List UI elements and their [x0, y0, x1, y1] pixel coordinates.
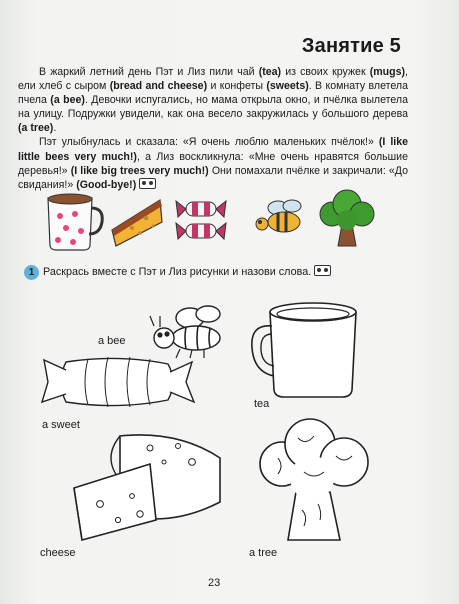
label-bee: a bee	[98, 335, 126, 347]
story-text-run: . Девочки испугались, но мама открыла окно, и пчёлка вылетела на улицу. Подружки увидели, как она весело закружилась у большого дерева	[18, 94, 408, 121]
story-text-run: , а Лиз воскликнула: «Мне очень нравятся большие деревья!»	[18, 150, 408, 177]
bee-icon	[256, 200, 301, 232]
exercise-1	[24, 265, 331, 280]
exercise-instruction: Раскрась вместе с Пэт и Лиз рисунки и назови слова.	[43, 266, 312, 278]
cheese-outline[interactable]	[60, 428, 230, 546]
story-text-run: Пэт улыбнулась и сказала: «Я очень люблю маленьких пчёлок!»	[39, 136, 379, 149]
label-sweet: a sweet	[42, 419, 80, 431]
story-text-run: .	[53, 122, 57, 135]
english-word: (tea)	[258, 66, 282, 78]
english-phrase: (Good-bye!)	[76, 178, 137, 191]
english-word: (sweets)	[266, 80, 309, 93]
english-phrase: (I like little bees very much!)	[18, 136, 408, 163]
english-word: (a bee)	[50, 94, 85, 107]
lesson-title: Занятие 5	[301, 35, 401, 57]
mug-outline[interactable]	[248, 298, 378, 400]
story-text-run: и конфеты	[207, 80, 267, 93]
mug-icon	[48, 194, 102, 250]
cheese-icon	[112, 200, 162, 246]
story-text-run: , ели хлеб с сыром	[18, 66, 408, 93]
exercise-number: 1	[24, 265, 39, 280]
story-text-run: В жаркий летний день Пэт и Лиз пили чай	[39, 66, 259, 78]
english-word: (bread and cheese)	[109, 80, 208, 93]
picture-strip	[40, 186, 380, 252]
bee-outline[interactable]	[140, 300, 230, 360]
english-phrase: (I like big trees very much!)	[70, 164, 209, 177]
story-paragraph-1	[18, 65, 408, 135]
story-text	[18, 65, 408, 192]
tree-outline[interactable]	[248, 416, 380, 546]
story-text-run: из своих кружек	[281, 66, 370, 78]
sweet-outline[interactable]	[38, 352, 198, 412]
story-paragraph-2	[18, 135, 408, 191]
page-number: 23	[208, 577, 221, 589]
story-text-run: . В комнату влетела пчела	[18, 80, 408, 107]
english-word: (mugs)	[369, 66, 406, 78]
label-tree: a tree	[249, 547, 278, 559]
label-tea: tea	[254, 398, 270, 410]
tree-icon	[320, 190, 374, 246]
english-word: (a tree)	[18, 122, 54, 135]
story-text-run: Они помахали пчёлке и закричали: «До свидания!»	[18, 164, 408, 191]
audio-icon[interactable]	[314, 265, 331, 276]
label-cheese: cheese	[40, 547, 76, 559]
sweets-icon	[176, 201, 226, 239]
